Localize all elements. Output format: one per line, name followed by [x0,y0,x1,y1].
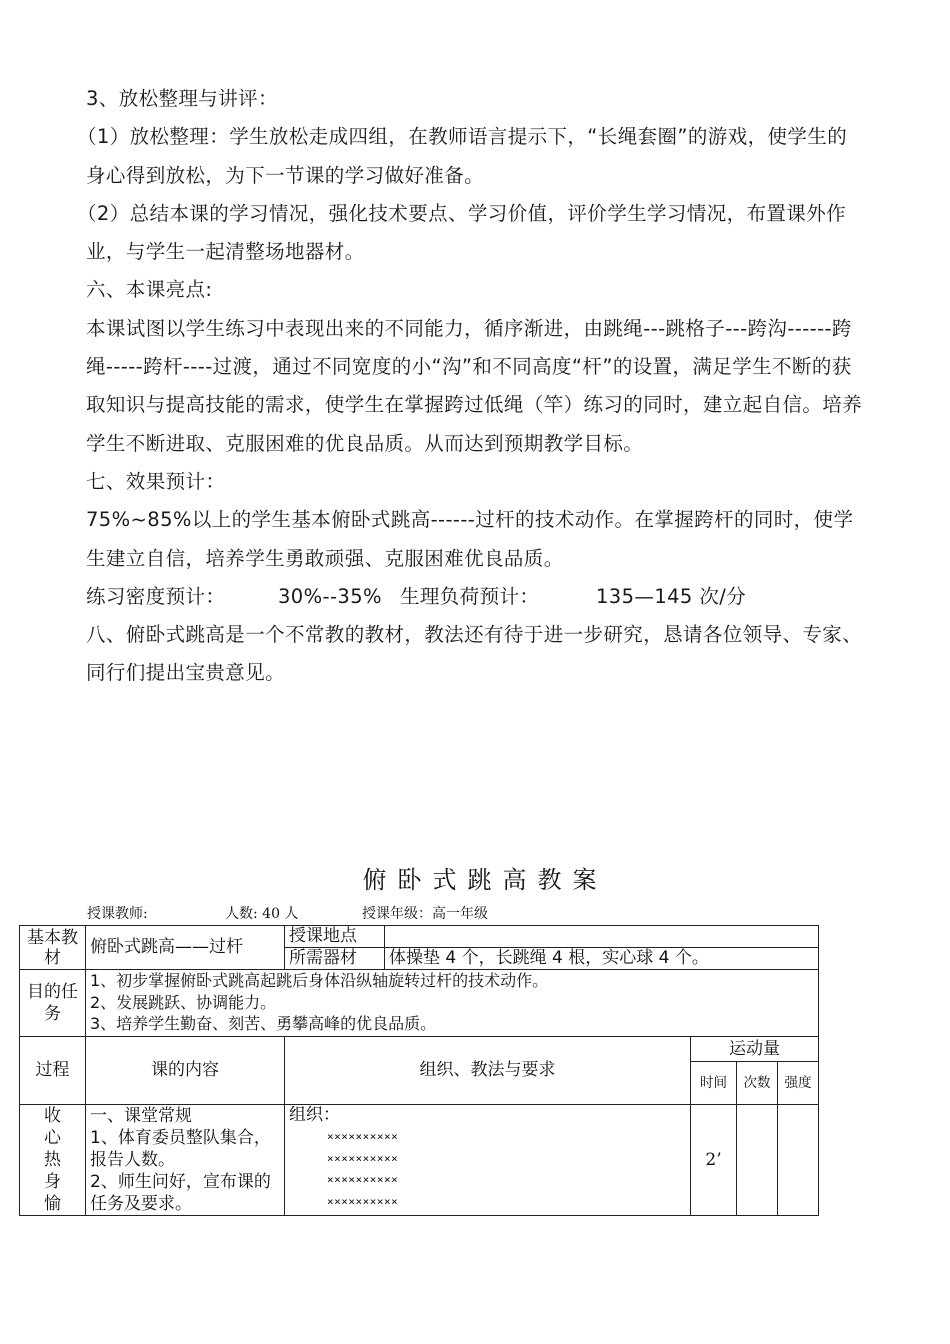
col-content: 课的内容 [86,1037,285,1105]
goal-item: 1、初步掌握俯卧式跳高起跳后身体沿纵轴旋转过杆的技术动作。 [90,971,549,990]
intensity-value [778,1105,819,1216]
content-line: 1、体育委员整队集合，报告人数。 [90,1128,271,1170]
grade-label: 授课年级：高一年级 [362,906,488,922]
location-value [385,926,819,948]
col-times: 次数 [737,1062,778,1105]
density-value: 30%--35% [278,584,382,608]
stage-label: 收心热身愉 [44,1106,61,1214]
highlights-heading: 六、本课亮点: [86,278,213,302]
formation-row: ×××××××××× [327,1130,399,1143]
goal-item: 3、培养学生勤奋、刻苦、勇攀高峰的优良品质。 [90,1014,437,1033]
stage-cell [20,1105,86,1216]
density-line [86,578,866,616]
org-label: 组织： [289,1105,340,1125]
goal-item: 2、发展跳跃、协调能力。 [90,992,277,1012]
student-count: 人数: 40 人 [225,906,299,922]
goals-cell [86,970,819,1037]
lesson-notes [77,80,866,693]
lesson-plan-table [19,925,819,1216]
formation-row: ×××××××××× [327,1173,399,1187]
col-load: 运动量 [691,1037,819,1062]
content-line: 2、师生问好，宣布课的任务及要求。 [90,1172,271,1214]
teacher-label: 授课教师: [87,906,148,922]
effect-text: 75%~85%以上的学生基本俯卧式跳高------过杆的技术动作。在掌握跨杆的同时，使学生建立自信，培养学生勇敢顽强、克服困难优良品质。 [86,508,854,570]
formation-row: ×××××××××× [327,1151,399,1165]
density-label: 练习密度预计： [86,584,226,608]
time-value: 2’ [691,1105,737,1216]
goal-label: 目的任务 [20,970,86,1037]
formation-row: ×××××××××× [327,1195,399,1209]
lesson-title: 俯卧式跳高教案 [362,866,608,894]
highlights-text: 本课试图以学生练习中表现出来的不同能力，循序渐进，由跳绳---跳格子---跨沟------跨绳-----跨杆----过渡，通过不同宽度的小“沟”和不同高度“杆”的设置，满足学生不断的获取知识与提高技能的需求，使学生在掌握跨过低绳（竿）练习的同时，建立起自信。培养学生不断进取、克服困难的优良品质。从而达到预期教学目标。 [86,316,863,455]
relax-heading: 3、放松整理与讲评： [86,87,278,110]
load-label: 生理负荷预计： [400,584,540,608]
col-method: 组织、教法与要求 [285,1037,691,1105]
relax-item-2: （2）总结本课的学习情况，强化技术要点、学习价值，评价学生学习情况，布置课外作业，与学生一起清整场地器材。 [77,201,847,264]
content-line: 一、课堂常规 [90,1106,192,1126]
times-value [737,1105,778,1216]
equipment-value: 体操垫 4 个，长跳绳 4 根，实心球 4 个。 [385,948,819,970]
equipment-label: 所需器材 [285,948,385,970]
location-label: 授课地点 [285,926,385,948]
content-cell [86,1105,285,1216]
col-intensity: 强度 [778,1062,819,1105]
col-process: 过程 [20,1037,86,1105]
closing-text: 八、俯卧式跳高是一个不常教的教材，教法还有待于进一步研究，恳请各位领导、专家、同行们提出宝贵意见。 [86,623,863,685]
material-value: 俯卧式跳高——过杆 [86,926,285,970]
effect-heading: 七、效果预计： [86,469,226,493]
load-value: 135—145 次/分 [596,584,747,608]
relax-item-1: （1）放松整理：学生放松走成四组，在教师语言提示下，“长绳套圈”的游戏，使学生的身心得到放松，为下一节课的学习做好准备。 [77,125,848,187]
method-cell [285,1105,691,1216]
material-label: 基本教材 [20,926,86,970]
col-time: 时间 [691,1062,737,1105]
